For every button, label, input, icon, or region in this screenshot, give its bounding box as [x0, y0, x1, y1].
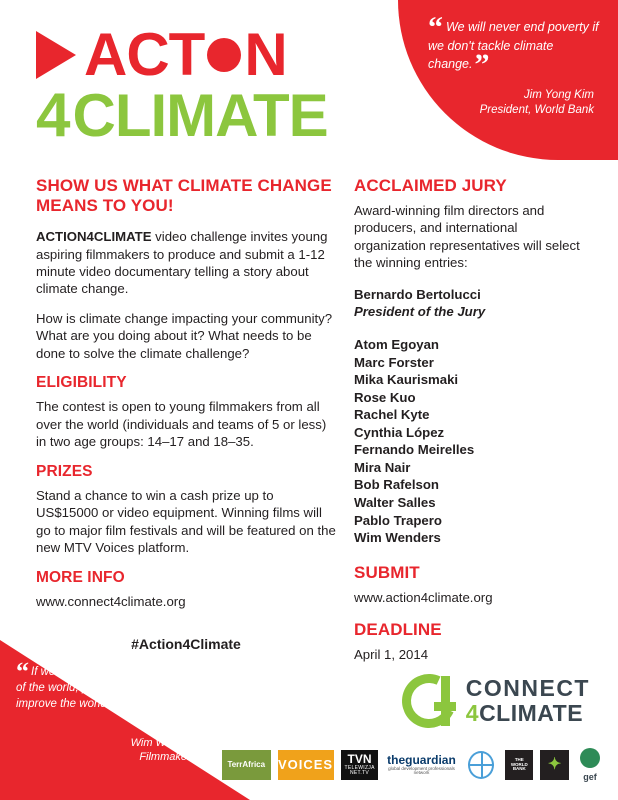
submit-section [354, 563, 584, 606]
quote-close-mark: ” [109, 689, 123, 719]
partner-logo-worldbank: THE WORLD BANK [505, 750, 533, 780]
deadline-value: April 1, 2014 [354, 646, 429, 662]
list-item: Rose Kuo [354, 389, 416, 405]
bottom-quote-block [0, 640, 250, 800]
more-info-section [36, 569, 336, 611]
c4c-horizontal-bar [434, 702, 456, 711]
jury-lead-text: Award-winning film directors and producers, and international organization representatives will select the winning entries: [354, 203, 580, 271]
logo-act-text: ACT [84, 21, 205, 88]
eligibility-section [36, 374, 336, 451]
partner-logo-tvn [341, 750, 379, 780]
connect4climate-wordmark [466, 677, 590, 725]
eligibility-heading: ELIGIBILITY [36, 374, 127, 392]
connect4climate-logo [402, 674, 590, 728]
top-quote-text: We will never end poverty if we don't tackle climate change. [428, 20, 599, 71]
jury-chair-role: President of the Jury [354, 303, 486, 319]
list-item: Atom Egoyan [354, 337, 439, 353]
list-item: Wim Wenders [354, 530, 441, 546]
more-info-url[interactable]: www.connect4climate.org [36, 593, 186, 609]
submit-heading: SUBMIT [354, 562, 420, 582]
quote-open-mark: “ [16, 657, 29, 686]
jury-chair [354, 286, 584, 320]
top-quote-body [428, 11, 600, 81]
bottom-quote-text-wrap [16, 657, 191, 719]
partner-logo-gef [576, 750, 604, 780]
partner-guardian-sub: global development professionals network [388, 765, 455, 776]
deadline-section [354, 620, 584, 663]
partner-logo-star [540, 750, 569, 780]
hashtag-text: #Action4Climate [131, 636, 241, 653]
bottom-quote-attribution [100, 736, 230, 765]
partner-logo-terrafrica: TerrAfrica [222, 750, 271, 780]
list-item: Mika Kaurismaki [354, 372, 459, 388]
logo-n-text: N [244, 21, 287, 88]
list-item: Pablo Trapero [354, 512, 442, 528]
top-quote-author: Jim Yong Kim [523, 89, 594, 101]
action4climate-logo [36, 21, 328, 150]
quote-close-mark: ” [474, 48, 490, 81]
content-columns [36, 176, 584, 677]
list-item: Marc Forster [354, 354, 434, 370]
bottom-quote-author: Wim Wenders [130, 737, 200, 749]
logo-line-two [36, 81, 328, 150]
star-icon: ✦ [547, 756, 562, 773]
intro-lead: ACTION4CLIMATE [36, 229, 152, 245]
jury-heading: ACCLAIMED JURY [354, 176, 507, 195]
c4c-ring-shape [394, 666, 463, 735]
partner-logo-voices: VOICES [278, 750, 334, 780]
play-triangle-icon [36, 31, 76, 79]
c4c-four-text: 4 [465, 700, 480, 726]
deadline-heading: DEADLINE [354, 619, 442, 639]
intro-paragraph [36, 228, 336, 298]
partner-logo-guardian [385, 750, 457, 780]
bottom-quote-text: If we can improve the images of the world, perhaps we can improve the world. [16, 666, 181, 711]
intro-rest: video challenge invites young aspiring filmmakers to produce and submit a 1-12 minute video documentary telling a story about climate change. [36, 229, 328, 297]
c4c-connect-text: CONNECT [465, 675, 590, 701]
jury-chair-name: Bernardo Bertolucci [354, 286, 481, 302]
logo-climate-text: CLIMATE [72, 82, 328, 149]
partner-tvn-sub: TELEWIZJA NET.TV [344, 765, 375, 777]
top-quote-role: President, World Bank [479, 103, 594, 116]
list-item: Walter Salles [354, 494, 436, 510]
c4c-vertical-bar [441, 676, 450, 726]
gef-globe-icon [580, 748, 600, 768]
questions-paragraph: How is climate change impacting your community? What are you doing about it? What needs to be done to solve the climate challenge? [36, 310, 333, 361]
c4c-climate-text: CLIMATE [479, 700, 584, 726]
submit-url[interactable]: www.action4climate.org [354, 589, 493, 605]
prizes-text: Stand a chance to win a cash prize up to US$15000 or video equipment. Winning films will go to major film festivals and will be featured on the new MTV Voices platform. [36, 487, 336, 556]
top-quote-attribution [428, 88, 600, 118]
prizes-section [36, 463, 336, 557]
eligibility-text: The contest is open to young filmmakers from all over the world (individuals and teams of 5 or less) in two age groups: 14–17 and 18–35. [36, 399, 327, 450]
logo-word-action [84, 21, 287, 88]
right-column [354, 176, 584, 677]
globe-icon [468, 751, 494, 779]
prizes-heading: PRIZES [36, 462, 93, 480]
c4c-climate-line [466, 702, 590, 725]
bottom-quote-role: Filmmaker [139, 751, 191, 764]
logo-line-one [36, 21, 328, 88]
list-item: Bob Rafelson [354, 477, 439, 493]
connect4climate-mark-icon [402, 674, 456, 728]
list-item: Rachel Kyte [354, 407, 430, 423]
left-column [36, 176, 336, 677]
partner-guardian-name: theguardian [387, 752, 456, 767]
partner-tvn-name: TVN [347, 752, 372, 767]
partner-gef-name: gef [583, 771, 597, 782]
jury-member-list [354, 336, 584, 547]
list-item: Fernando Meirelles [354, 442, 475, 458]
top-quote-bubble [398, 0, 618, 160]
list-item: Mira Nair [354, 459, 411, 475]
logo-four-text: 4 [36, 81, 71, 150]
list-item: Cynthia López [354, 424, 445, 440]
partner-logo-un [464, 750, 498, 780]
circle-o-icon [207, 38, 241, 72]
partner-logo-strip [222, 744, 604, 786]
quote-open-mark: “ [428, 11, 443, 44]
tagline-heading: SHOW US WHAT CLIMATE CHANGE MEANS TO YOU! [36, 176, 332, 216]
more-info-heading: MORE INFO [36, 568, 125, 586]
